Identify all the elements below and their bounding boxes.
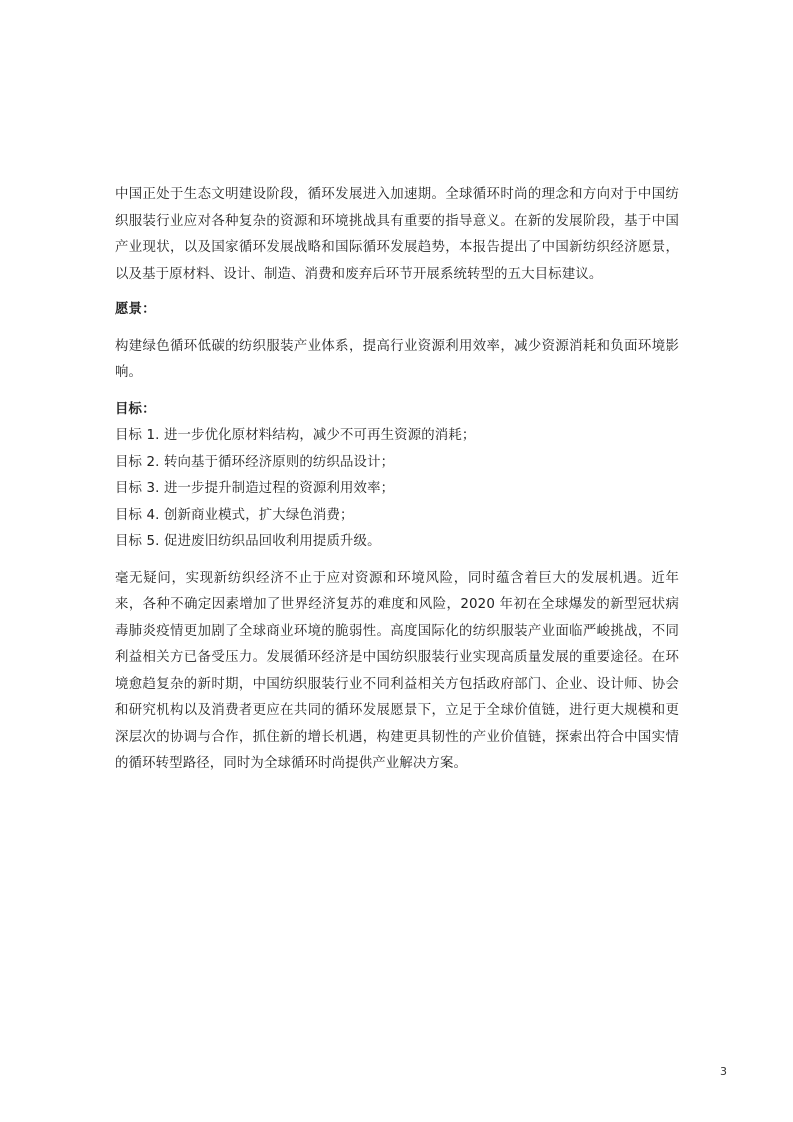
page-content [115,182,679,778]
goal-item-5: 目标 5. 促进废旧纺织品回收利用提质升级。 [115,534,381,549]
goals-list [115,423,679,556]
goal-item-3: 目标 3. 进一步提升制造过程的资源利用效率； [115,481,395,496]
goal-item-2: 目标 2. 转向基于循环经济原则的纺织品设计； [115,454,395,470]
conclusion-paragraph: 毫无疑问，实现新纺织经济不止于应对资源和环境风险，同时蕴含着巨大的发展机遇。近年来，各种不确定因素增加了世界经济复苏的难度和风险，2020 年初在全球爆发的新型冠状病毒肺炎疫情更加剧了全球商业环境的脆弱性。高度国际化的纺织服装产业面临严峻挑战，不同利益相关方已备受压力。发展循环经济是中国纺织服装行业实现高质量发展的重要途径。在环境愈趋复杂的新时期，中国纺织服装行业不同利益相关方包括政府部门、企业、设计师、协会和研究机构以及消费者更应在共同的循环发展愿景下，立足于全球价值链，进行更大规模和更深层次的协调与合作，抓住新的增长机遇，构建更具韧性的产业价值链，探索出符合中国实情的循环转型路径，同时为全球循环时尚提供产业解决方案。 [115,570,679,771]
page-number: 3 [720,1065,727,1078]
vision-paragraph: 构建绿色循环低碳的纺织服装产业体系，提高行业资源利用效率，减少资源消耗和负面环境影响。 [115,338,679,380]
vision-heading: 愿景： [115,302,156,317]
goal-item-4: 目标 4. 创新商业模式，扩大绿色消费； [115,507,354,523]
intro-paragraph: 中国正处于生态文明建设阶段，循环发展进入加速期。全球循环时尚的理念和方向对于中国纺织服装行业应对各种复杂的资源和环境挑战具有重要的指导意义。在新的发展阶段，基于中国产业现状，以及国家循环发展战略和国际循环发展趋势，本报告提出了中国新纺织经济愿景，以及基于原材料、设计、制造、消费和废弃后环节开展系统转型的五大目标建议。 [115,187,679,282]
goals-heading: 目标： [115,401,156,417]
goal-item-1: 目标 1. 进一步优化原材料结构，减少不可再生资源的消耗； [115,428,476,443]
